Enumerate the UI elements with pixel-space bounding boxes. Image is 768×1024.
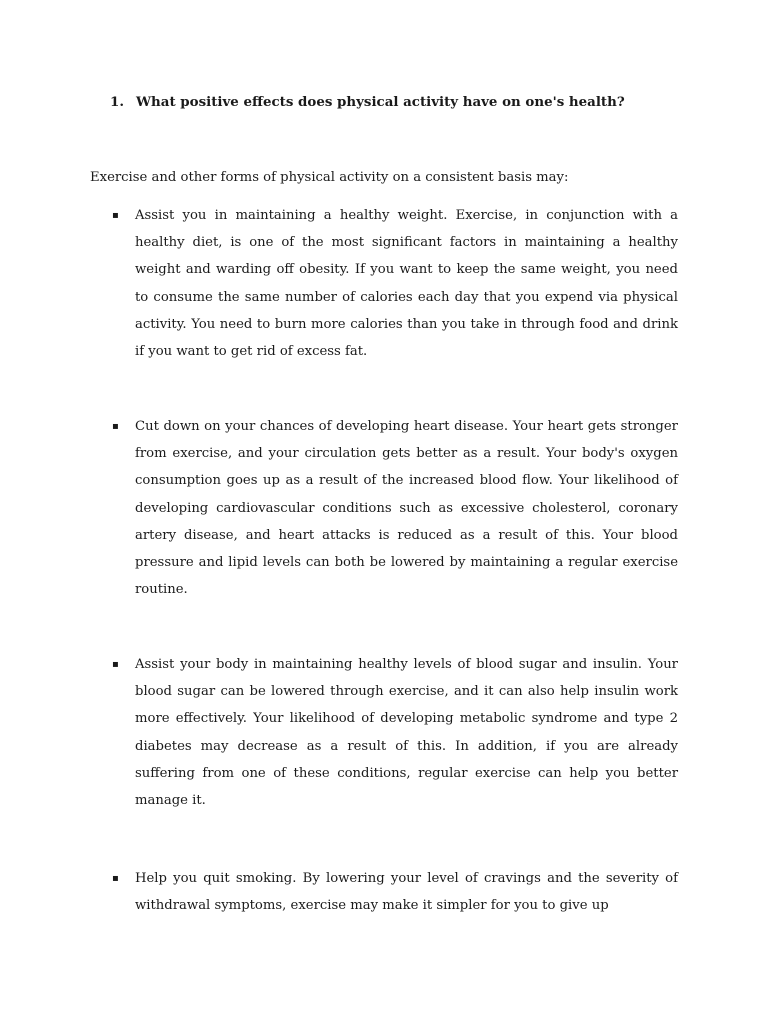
bullet-icon: ▪ — [112, 210, 119, 221]
list-item-text: Assist you in maintaining a healthy weight. Exercise, in conjunction with a healthy diet, is one of the most significant factors in maintaining a healthy weight and warding off obesity. If you want to keep the same weight, you need to consume the same number of calories each day that you expend via physical activity. You need to burn more calories than you take in through food and drink if you want to get rid of excess fat. — [135, 208, 678, 360]
list-item-text: Cut down on your chances of developing heart disease. Your heart gets stronger from exercise, and your circulation gets better as a result. Your body's oxygen consumption goes up as a result of the increased blood flow. Your likelihood of developing cardiovascular conditions such as excessive cholesterol, coronary artery disease, and heart attacks is reduced as a result of this. Your blood pressure and lipid levels can both be lowered by maintaining a regular exercise routine. — [135, 419, 678, 598]
list-item-text: Assist your body in maintaining healthy levels of blood sugar and insulin. Your blood sugar can be lowered through exercise, and it can also help insulin work more effectively. Your likelihood of developing metabolic syndrome and type 2 diabetes may decrease as a result of this. In addition, if you are already suffering from one of these conditions, regular exercise can help you better manage it. — [135, 657, 678, 809]
list-item-text: Help you quit smoking. By lowering your level of cravings and the severity of withdrawal symptoms, exercise may make it simpler for you to give up — [135, 871, 678, 914]
bullet-icon: ▪ — [112, 659, 119, 670]
bullet-icon: ▪ — [112, 421, 119, 432]
question-text: What positive effects does physical activity have on one's health? — [136, 94, 625, 110]
question-heading — [110, 92, 730, 112]
question-number: 1. — [110, 94, 124, 110]
bullet-icon: ▪ — [112, 873, 119, 884]
intro-paragraph: Exercise and other forms of physical activity on a consistent basis may: — [90, 170, 569, 185]
